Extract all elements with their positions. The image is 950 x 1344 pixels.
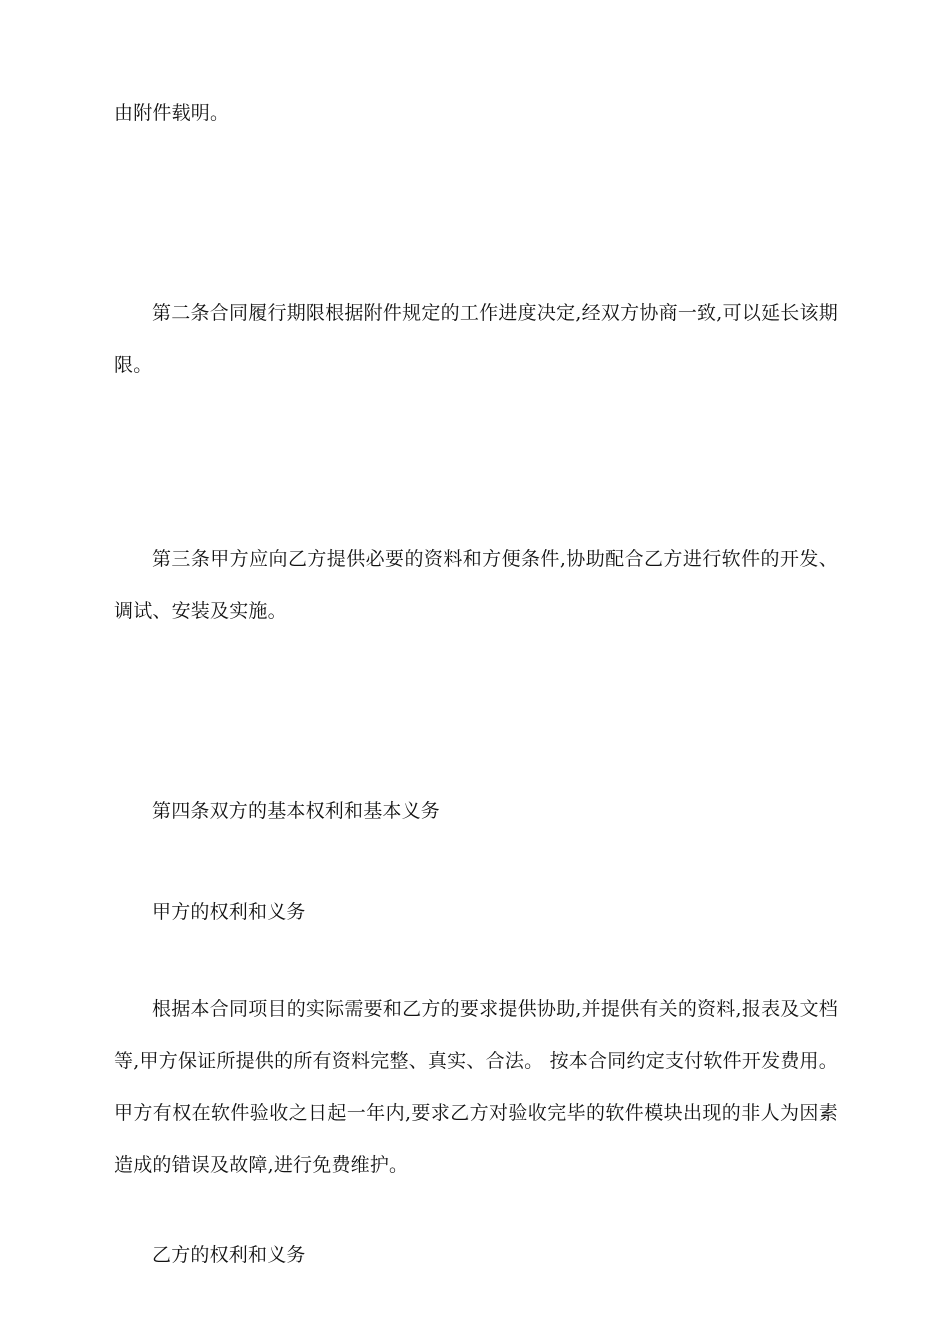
paragraph-article-2: 第二条合同履行期限根据附件规定的工作进度决定,经双方协商一致,可以延长该期限。 [114,302,838,376]
paragraph-continuation: 由附件载明。 [114,102,230,124]
paragraph-party-a-duties: 根据本合同项目的实际需要和乙方的要求提供协助,并提供有关的资料,报表及文档等,甲方保证所提供的所有资料完整、真实、合法。 按本合同约定支付软件开发费用。 甲方有权在软件验收之日起一年内,要求乙方对验收完毕的软件模块出现的非人为因素造成的错误及故障,进行免费维护。 [114,998,838,1176]
subheading-party-a: 甲方的权利和义务 [152,901,306,923]
heading-article-4: 第四条双方的基本权利和基本义务 [152,800,441,822]
paragraph-article-3: 第三条甲方应向乙方提供必要的资料和方便条件,协助配合乙方进行软件的开发、调试、安装及实施。 [114,548,838,622]
subheading-party-b: 乙方的权利和义务 [152,1244,306,1266]
